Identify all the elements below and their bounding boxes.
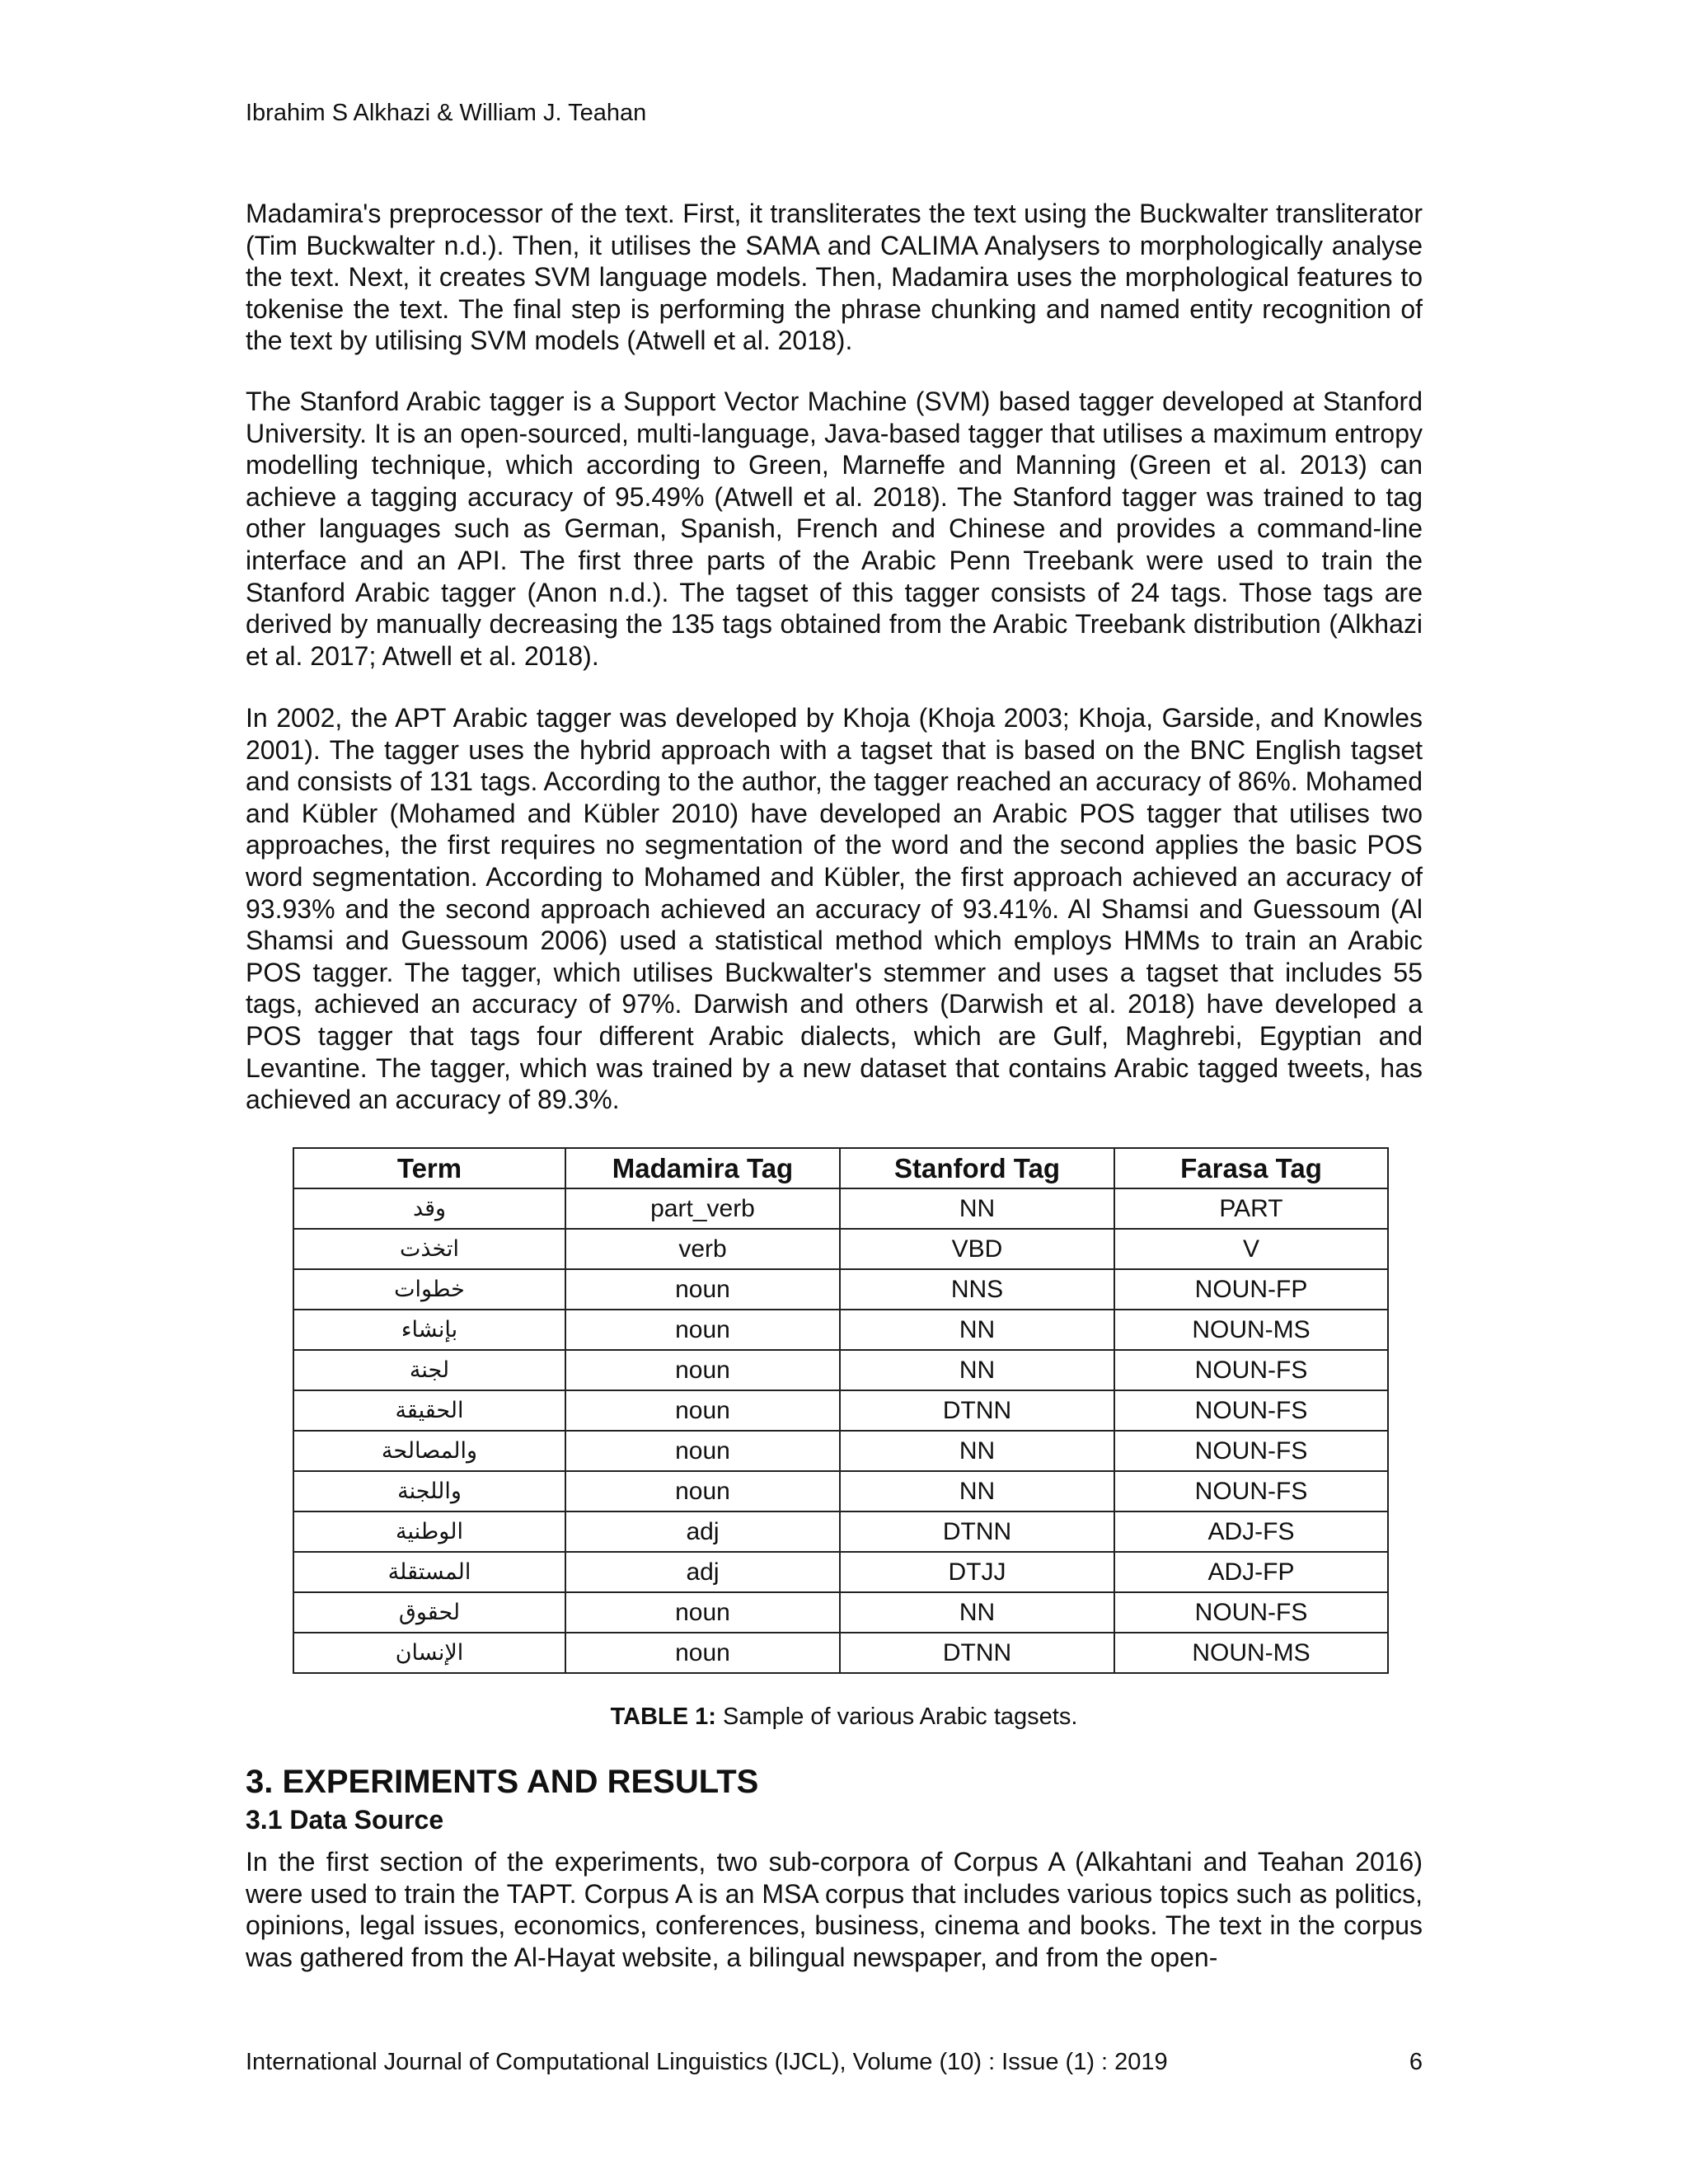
header-term: Term — [293, 1148, 565, 1188]
cell-term: المستقلة — [293, 1552, 565, 1592]
cell-stanford-tag: NNS — [840, 1269, 1114, 1310]
cell-term: لجنة — [293, 1350, 565, 1390]
cell-stanford-tag: NN — [840, 1592, 1114, 1633]
cell-farasa-tag: NOUN-MS — [1114, 1310, 1388, 1350]
subsection-heading: 3.1 Data Source — [246, 1805, 444, 1835]
cell-madamira-tag: noun — [565, 1310, 840, 1350]
cell-madamira-tag: noun — [565, 1592, 840, 1633]
table-row — [293, 1511, 1388, 1552]
table-caption — [0, 1701, 1688, 1732]
cell-term: والمصالحة — [293, 1431, 565, 1471]
running-footer: International Journal of Computational Linguistics (IJCL), Volume (10) : Issue (1) : 2019 — [246, 2049, 1168, 2075]
cell-madamira-tag: part_verb — [565, 1188, 840, 1229]
cell-farasa-tag: NOUN-FP — [1114, 1269, 1388, 1310]
table-row — [293, 1350, 1388, 1390]
table-row — [293, 1552, 1388, 1592]
cell-madamira-tag: noun — [565, 1350, 840, 1390]
cell-term: الوطنية — [293, 1511, 565, 1552]
cell-term: واللجنة — [293, 1471, 565, 1511]
page-number: 6 — [1409, 2049, 1423, 2075]
cell-madamira-tag: noun — [565, 1269, 840, 1310]
cell-term: لحقوق — [293, 1592, 565, 1633]
cell-term: خطوات — [293, 1269, 565, 1310]
paragraph-data-source: In the first section of the experiments, two sub-corpora of Corpus A (Alkahtani and Teahan 2016) were used to train the TAPT. Corpus A is an MSA corpus that includes various topics such as politics, opinions, legal issues, economics, conferences, business, cinema and books. The text in the corpus was gathered from the Al-Hayat website, a bilingual newspaper, and from the open- — [246, 1847, 1423, 1972]
header-farasa-tag: Farasa Tag — [1114, 1148, 1388, 1188]
table-row — [293, 1188, 1388, 1229]
table-caption-text: Sample of various Arabic tagsets. — [715, 1704, 1078, 1730]
cell-stanford-tag: DTNN — [840, 1511, 1114, 1552]
cell-farasa-tag: V — [1114, 1229, 1388, 1269]
table-caption-label: TABLE 1: — [610, 1704, 716, 1730]
cell-farasa-tag: NOUN-FS — [1114, 1350, 1388, 1390]
cell-stanford-tag: NN — [840, 1310, 1114, 1350]
cell-farasa-tag: ADJ-FP — [1114, 1552, 1388, 1592]
header-stanford-tag: Stanford Tag — [840, 1148, 1114, 1188]
cell-madamira-tag: adj — [565, 1552, 840, 1592]
cell-farasa-tag: NOUN-FS — [1114, 1471, 1388, 1511]
table-row — [293, 1471, 1388, 1511]
cell-madamira-tag: noun — [565, 1633, 840, 1673]
cell-madamira-tag: noun — [565, 1471, 840, 1511]
cell-term: وقد — [293, 1188, 565, 1229]
cell-stanford-tag: NN — [840, 1431, 1114, 1471]
section-heading: 3. EXPERIMENTS AND RESULTS — [246, 1764, 759, 1800]
cell-stanford-tag: VBD — [840, 1229, 1114, 1269]
cell-term: الحقيقة — [293, 1390, 565, 1431]
cell-farasa-tag: PART — [1114, 1188, 1388, 1229]
cell-madamira-tag: noun — [565, 1431, 840, 1471]
table-row — [293, 1269, 1388, 1310]
cell-madamira-tag: verb — [565, 1229, 840, 1269]
cell-stanford-tag: NN — [840, 1471, 1114, 1511]
cell-farasa-tag: NOUN-FS — [1114, 1431, 1388, 1471]
paragraph-apt-tagger: In 2002, the APT Arabic tagger was developed by Khoja (Khoja 2003; Khoja, Garside, and Knowles 2001). The tagger uses the hybrid approach with a tagset that is based on the BNC English tagset and consists of 131 tags. According to the author, the tagger reached an accuracy of 86%. Mohamed and Kübler (Mohamed and Kübler 2010) have developed an Arabic POS tagger that utilises two approaches, the first requires no segmentation of the word and the second applies the basic POS word segmentation. According to Mohamed and Kübler, the first approach achieved an accuracy of 93.93% and the second approach achieved an accuracy of 93.41%. Al Shamsi and Guessoum (Al Shamsi and Guessoum 2006) used a statistical method which employs HMMs to train an Arabic POS tagger. The tagger, which utilises Buckwalter's stemmer and uses a tagset that includes 55 tags, achieved an accuracy of 97%. Darwish and others (Darwish et al. 2018) have developed a POS tagger that tags four different Arabic dialects, which are Gulf, Maghrebi, Egyptian and Levantine. The tagger, which was trained by a new dataset that contains Arabic tagged tweets, has achieved an accuracy of 89.3%. — [246, 703, 1423, 1115]
cell-stanford-tag: NN — [840, 1188, 1114, 1229]
table-row — [293, 1431, 1388, 1471]
cell-farasa-tag: NOUN-FS — [1114, 1592, 1388, 1633]
running-header: Ibrahim S Alkhazi & William J. Teahan — [246, 100, 647, 126]
cell-stanford-tag: DTNN — [840, 1633, 1114, 1673]
header-madamira-tag: Madamira Tag — [565, 1148, 840, 1188]
cell-stanford-tag: DTNN — [840, 1390, 1114, 1431]
paragraph-madamira-preprocessor: Madamira's preprocessor of the text. First, it transliterates the text using the Buckwalter transliterator (Tim Buckwalter n.d.). Then, it utilises the SAMA and CALIMA Analysers to morphologically analyse the text. Next, it creates SVM language models. Then, Madamira uses the morphological features to tokenise the text. The final step is performing the phrase chunking and named entity recognition of the text by utilising SVM models (Atwell et al. 2018). — [246, 199, 1423, 356]
table-row — [293, 1310, 1388, 1350]
cell-madamira-tag: adj — [565, 1511, 840, 1552]
table-row — [293, 1592, 1388, 1633]
cell-stanford-tag: NN — [840, 1350, 1114, 1390]
cell-term: بإنشاء — [293, 1310, 565, 1350]
cell-term: اتخذت — [293, 1229, 565, 1269]
cell-madamira-tag: noun — [565, 1390, 840, 1431]
table-row — [293, 1633, 1388, 1673]
table-header-row — [293, 1148, 1388, 1188]
cell-farasa-tag: NOUN-MS — [1114, 1633, 1388, 1673]
table-row — [293, 1390, 1388, 1431]
table-row — [293, 1229, 1388, 1269]
cell-term: الإنسان — [293, 1633, 565, 1673]
paragraph-stanford-tagger: The Stanford Arabic tagger is a Support Vector Machine (SVM) based tagger developed at Stanford University. It is an open-sourced, multi-language, Java-based tagger that utilises a maximum entropy modelling technique, which according to Green, Marneffe and Manning (Green et al. 2013) can achieve a tagging accuracy of 95.49% (Atwell et al. 2018). The Stanford tagger was trained to tag other languages such as German, Spanish, French and Chinese and provides a command-line interface and an API. The first three parts of the Arabic Penn Treebank were used to train the Stanford Arabic tagger (Anon n.d.). The tagset of this tagger consists of 24 tags. Those tags are derived by manually decreasing the 135 tags obtained from the Arabic Treebank distribution (Alkhazi et al. 2017; Atwell et al. 2018). — [246, 387, 1423, 671]
cell-farasa-tag: NOUN-FS — [1114, 1390, 1388, 1431]
tagset-table — [293, 1147, 1389, 1674]
cell-stanford-tag: DTJJ — [840, 1552, 1114, 1592]
cell-farasa-tag: ADJ-FS — [1114, 1511, 1388, 1552]
